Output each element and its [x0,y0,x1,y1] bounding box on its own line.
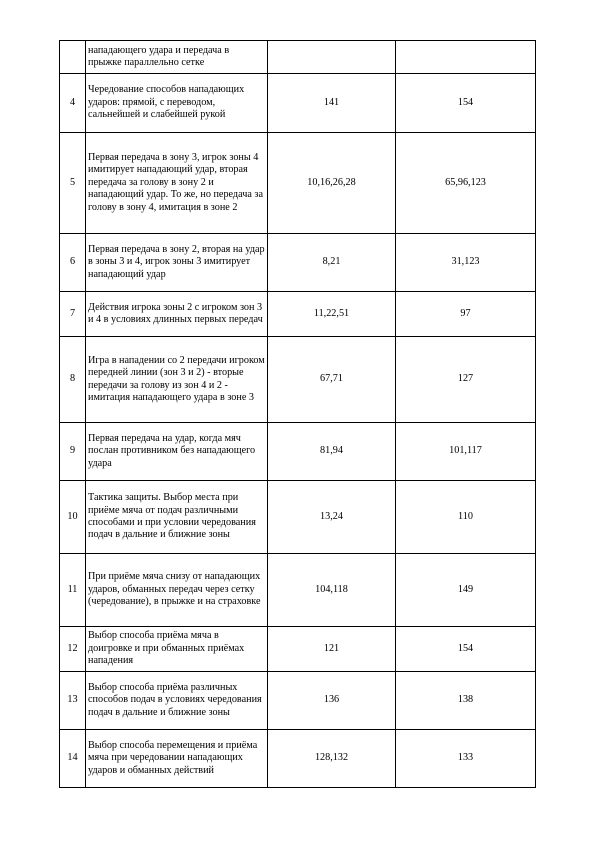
exercise-numbers-2: 65,96,123 [396,133,536,234]
table-row [60,423,536,481]
exercise-description: нападающего удара и передача в прыжке параллельно сетке [86,41,268,74]
row-number: 4 [60,74,86,133]
exercise-description: Первая передача на удар, когда мяч послан противником без нападающего удара [86,423,268,481]
exercise-numbers-1: 104,118 [268,554,396,627]
exercise-numbers-2: 154 [396,627,536,672]
exercise-numbers-2: 101,117 [396,423,536,481]
row-number: 13 [60,672,86,730]
exercise-numbers-1: 121 [268,627,396,672]
exercise-description: При приёме мяча снизу от нападающих ударов, обманных передач через сетку (чередование), в прыжке и на страховке [86,554,268,627]
exercise-numbers-2: 97 [396,292,536,337]
table-row [60,234,536,292]
exercise-numbers-1: 67,71 [268,337,396,423]
exercise-numbers-1: 10,16,26,28 [268,133,396,234]
exercise-numbers-1 [268,41,396,74]
table-row [60,627,536,672]
exercise-numbers-1: 136 [268,672,396,730]
exercise-table [59,40,536,788]
row-number: 8 [60,337,86,423]
exercise-description: Первая передача в зону 3, игрок зоны 4 имитирует нападающий удар, вторая передача за голову в зону 2 и нападающий удар. То же, но передача за голову в зону 4, имитация в зоне 2 [86,133,268,234]
row-number: 5 [60,133,86,234]
exercise-numbers-2: 110 [396,481,536,554]
exercise-description: Выбор способа приёма мяча в доигровке и при обманных приёмах нападения [86,627,268,672]
table-row [60,41,536,74]
exercise-description: Игра в нападении со 2 передачи игроком передней линии (зон 3 и 2) - вторые передачи за голову из зон 4 и 2 - имитация нападающего удара в зоне 3 [86,337,268,423]
table-row [60,730,536,788]
exercise-numbers-1: 11,22,51 [268,292,396,337]
exercise-numbers-2: 149 [396,554,536,627]
exercise-numbers-2: 127 [396,337,536,423]
table-row [60,133,536,234]
exercise-numbers-2: 31,123 [396,234,536,292]
exercise-numbers-2: 138 [396,672,536,730]
exercise-numbers-1: 128,132 [268,730,396,788]
exercise-description: Действия игрока зоны 2 с игроком зон 3 и 4 в условиях длинных первых передач [86,292,268,337]
exercise-numbers-2: 133 [396,730,536,788]
row-number: 11 [60,554,86,627]
exercise-description: Тактика защиты. Выбор места при приёме мяча от подач различными способами и при условии чередования подач в дальние и ближние зоны [86,481,268,554]
table-row [60,554,536,627]
row-number: 7 [60,292,86,337]
exercise-description: Первая передача в зону 2, вторая на удар в зоны 3 и 4, игрок зоны 3 имитирует нападающий удар [86,234,268,292]
exercise-numbers-1: 141 [268,74,396,133]
row-number [60,41,86,74]
row-number: 6 [60,234,86,292]
table-row [60,74,536,133]
exercise-description: Чередование способов нападающих ударов: прямой, с переводом, сальнейшей и слабейшей рукой [86,74,268,133]
exercise-numbers-1: 81,94 [268,423,396,481]
table-row [60,292,536,337]
exercise-numbers-1: 8,21 [268,234,396,292]
exercise-numbers-2: 154 [396,74,536,133]
table-row [60,337,536,423]
row-number: 9 [60,423,86,481]
exercise-numbers-2 [396,41,536,74]
table-row [60,672,536,730]
exercise-description: Выбор способа приёма различных способов подач в условиях чередования подач в дальние и ближние зоны [86,672,268,730]
row-number: 10 [60,481,86,554]
exercise-numbers-1: 13,24 [268,481,396,554]
row-number: 14 [60,730,86,788]
table-row [60,481,536,554]
row-number: 12 [60,627,86,672]
exercise-description: Выбор способа перемещения и приёма мяча при чередовании нападающих ударов и обманных действий [86,730,268,788]
